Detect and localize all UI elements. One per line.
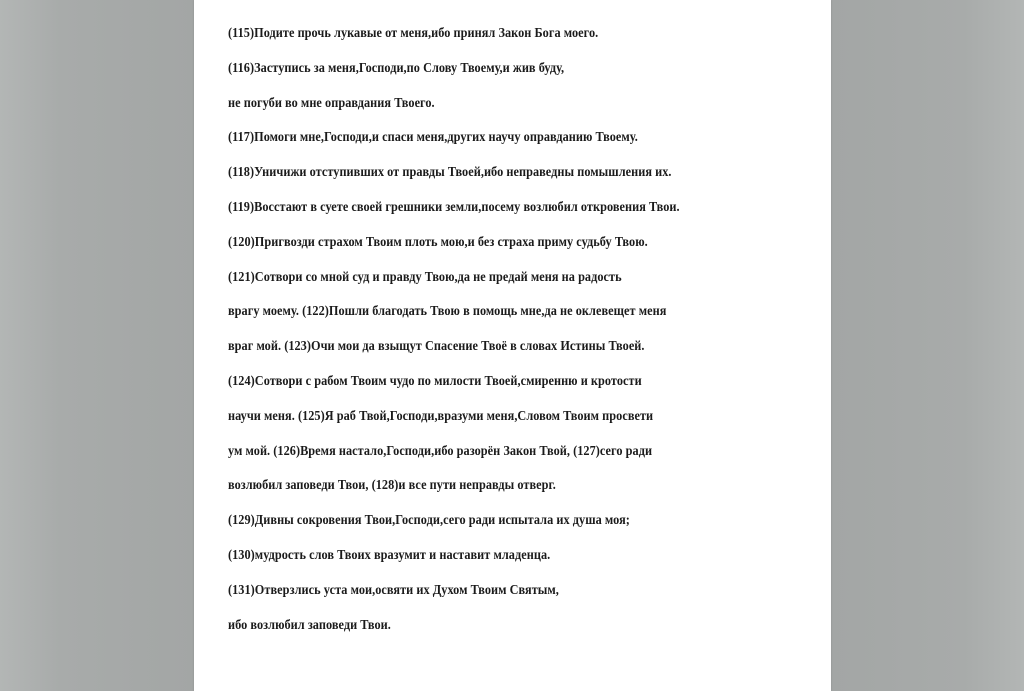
text-line: ум мой. (126)Время настало,Господи,ибо разорён Закон Твой, (127)сего ради	[228, 442, 653, 458]
text-line: (118)Уничижи отступивших от правды Твоей,ибо неправедны помышления их.	[228, 164, 672, 180]
text-line: не погуби во мне оправдания Твоего.	[228, 94, 435, 110]
text-body	[228, 23, 818, 649]
text-line: враг мой. (123)Очи мои да взыщут Спасение Твоё в словах Истины Твоей.	[228, 338, 645, 354]
text-line: (119)Восстают в суете своей грешники земли,посему возлюбил откровения Твои.	[228, 198, 680, 214]
text-line: ибо возлюбил заповеди Твои.	[228, 616, 391, 632]
text-line: (117)Помоги мне,Господи,и спаси меня,других научу оправданию Твоему.	[228, 129, 638, 145]
text-line: (130)мудрость слов Твоих вразумит и наставит младенца.	[228, 546, 551, 562]
text-line: (120)Пригвозди страхом Твоим плоть мою,и без страха приму судьбу Твою.	[228, 233, 648, 249]
text-line: (129)Дивны сокровения Твои,Господи,сего ради испытала их душа моя;	[228, 512, 630, 528]
document-page	[194, 0, 831, 691]
text-line: научи меня. (125)Я раб Твой,Господи,вразуми меня,Словом Твоим просвети	[228, 407, 654, 423]
text-line: (131)Отверзлись уста мои,освяти их Духом Твоим Святым,	[228, 581, 559, 597]
text-line: (124)Сотвори с рабом Твоим чудо по милости Твоей,смиренню и кротости	[228, 372, 642, 388]
text-line: врагу моему. (122)Пошли благодать Твою в помощь мне,да не оклевещет меня	[228, 303, 667, 319]
text-line: (115)Подите прочь лукавые от меня,ибо принял Закон Бога моего.	[228, 25, 599, 40]
text-line: (121)Сотвори со мной суд и правду Твою,да не предай меня на радость	[228, 268, 622, 284]
text-line: возлюбил заповеди Твои, (128)и все пути неправды отверг.	[228, 477, 556, 493]
text-line: (116)Заступись за меня,Господи,по Слову Твоему,и жив буду,	[228, 59, 565, 75]
